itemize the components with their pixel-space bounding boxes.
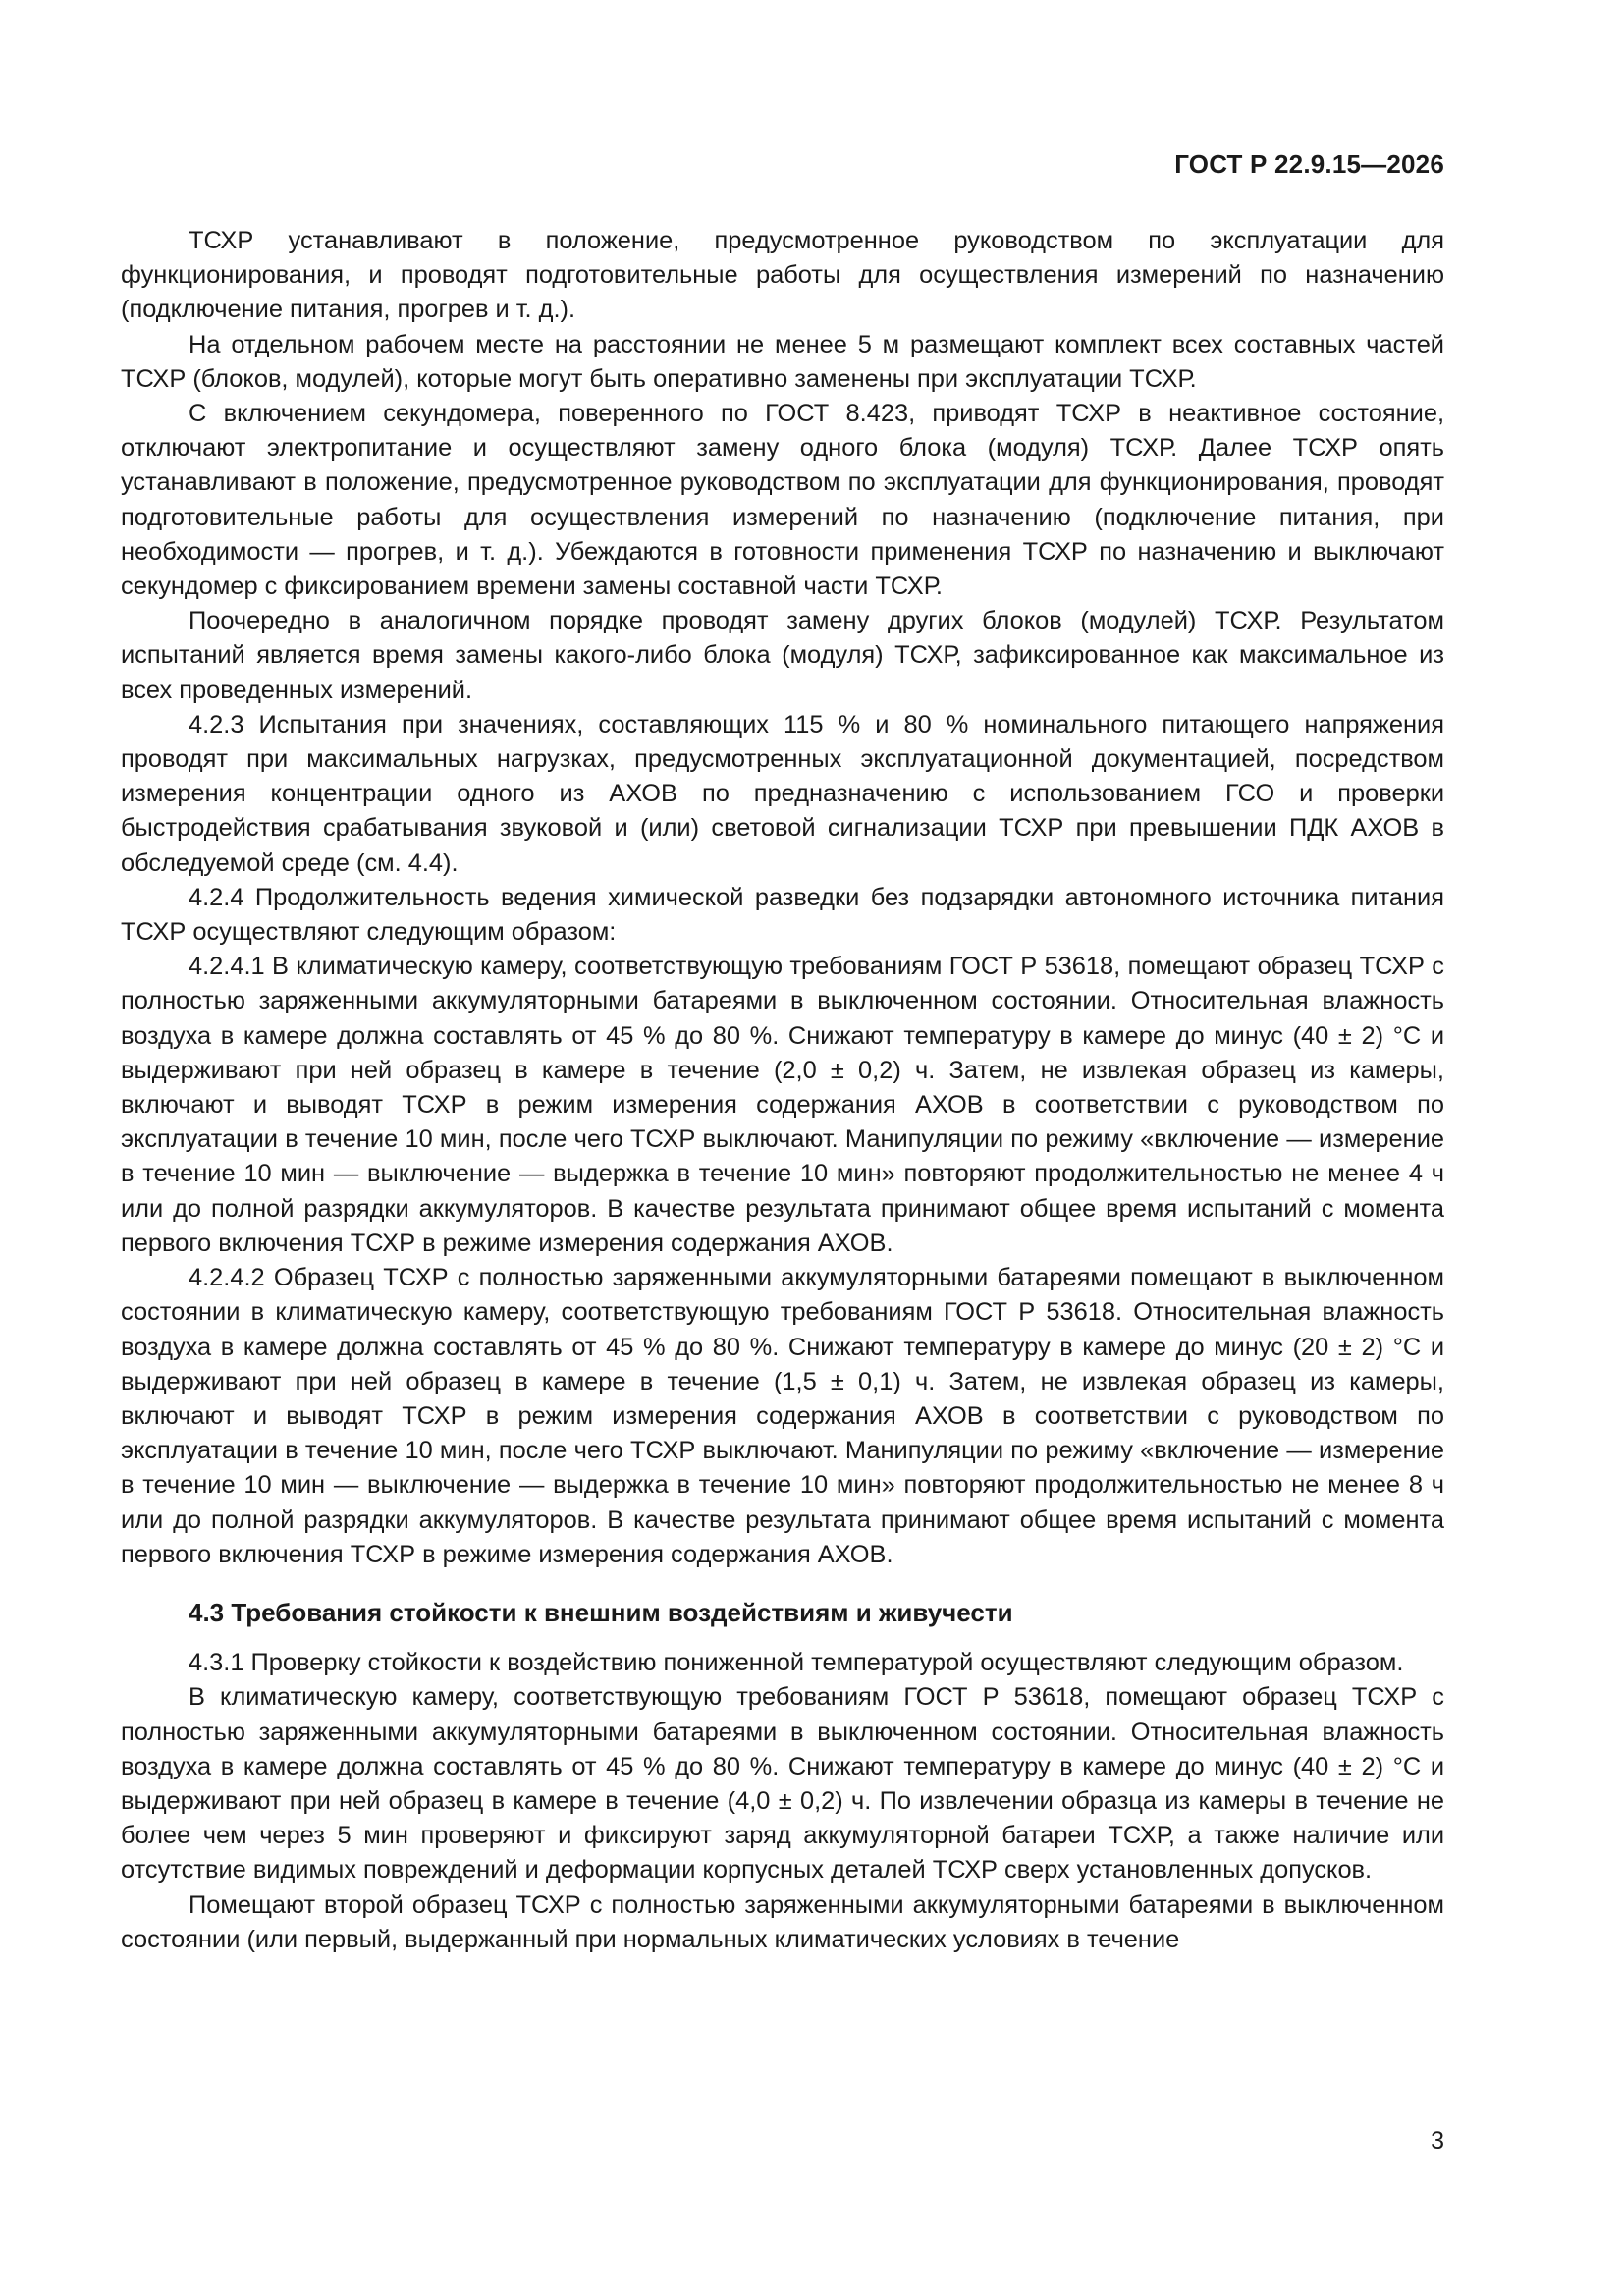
paragraph-clause-4-2-4: 4.2.4 Продолжительность ведения химической разведки без подзарядки автономного источника питания ТСХР осуществляют следующим образом: bbox=[121, 883, 1444, 947]
document-body bbox=[121, 224, 1444, 1957]
paragraph-clause-4-2-4-1: 4.2.4.1 В климатическую камеру, соответствующую требованиям ГОСТ Р 53618, помещают образец ТСХР с полностью заряженными аккумуляторными батареями в выключенном состоянии. Относительная влажность воздуха в камере должна составлять от 45 % до 80 %. Снижают температуру в камере до минус (40 ± 2) °С и выдерживают при ней образец в камере в течение (2,0 ± 0,2) ч. Затем, не извлекая образец из камеры, включают и выводят ТСХР в режим измерения содержания АХОВ в соответствии с руководством по эксплуатации в течение 10 мин, после чего ТСХР выключают. Манипуляции по режиму «включение — измерение в течение 10 мин — выключение — выдержка в течение 10 мин» повторяют продолжительностью не менее 4 ч или до полной разрядки аккумуляторов. В качестве результата принимают общее время испытаний с момента первого включения ТСХР в режиме измерения содержания АХОВ. bbox=[121, 953, 1444, 1257]
paragraph-clause-4-3-1: 4.3.1 Проверку стойкости к воздействию пониженной температурой осуществляют следующим образом. bbox=[189, 1649, 1404, 1677]
paragraph-clause-4-2-4-2: 4.2.4.2 Образец ТСХР с полностью заряженными аккумуляторными батареями помещают в выключенном состоянии в климатическую камеру, соответствующую требованиям ГОСТ Р 53618. Относительная влажность воздуха в камере должна составлять от 45 % до 80 %. Снижают температуру в камере до минус (20 ± 2) °С и выдерживают при ней образец в камере в течение (1,5 ± 0,1) ч. Затем, не извлекая образец из камеры, включают и выводят ТСХР в режим измерения содержания АХОВ в соответствии с руководством по эксплуатации в течение 10 мин, после чего ТСХР выключают. Манипуляции по режиму «включение — измерение в течение 10 мин — выключение — выдержка в течение 10 мин» повторяют продолжительностью не менее 8 ч или до полной разрядки аккумуляторов. В качестве результата принимают общее время испытаний с момента первого включения ТСХР в режиме измерения содержания АХОВ. bbox=[121, 1264, 1444, 1568]
section-heading-4-3: 4.3 Требования стойкости к внешним воздействиям и живучести bbox=[189, 1597, 1013, 1627]
document-code-header: ГОСТ Р 22.9.15—2026 bbox=[1174, 149, 1444, 179]
paragraph: Поочередно в аналогичном порядке проводят замену других блоков (модулей) ТСХР. Результатом испытаний является время замены какого-либо блока (модуля) ТСХР, зафиксированное как максимальное из всех проведенных измерений. bbox=[121, 607, 1444, 704]
paragraph: ТСХР устанавливают в положение, предусмотренное руководством по эксплуатации для функционирования, и проводят подготовительные работы для осуществления измерений по назначению (подключение питания, прогрев и т. д.). bbox=[121, 227, 1444, 324]
paragraph-clause-4-2-3: 4.2.3 Испытания при значениях, составляющих 115 % и 80 % номинального питающего напряжения проводят при максимальных нагрузках, предусмотренных эксплуатационной документацией, посредством измерения концентрации одного из АХОВ по предназначению с использованием ГСО и проверки быстродействия срабатывания звуковой и (или) световой сигнализации ТСХР при превышении ПДК АХОВ в обследуемой среде (см. 4.4). bbox=[121, 710, 1444, 877]
paragraph: Помещают второй образец ТСХР с полностью заряженными аккумуляторными батареями в выключенном состоянии (или первый, выдержанный при нормальных климатических условиях в течение bbox=[121, 1890, 1444, 1953]
paragraph: На отдельном рабочем месте на расстоянии не менее 5 м размещают комплект всех составных частей ТСХР (блоков, модулей), которые могут быть оперативно заменены при эксплуатации ТСХР. bbox=[121, 330, 1444, 393]
paragraph: С включением секундомера, поверенного по ГОСТ 8.423, приводят ТСХР в неактивное состояние, отключают электропитание и осуществляют замену одного блока (модуля) ТСХР. Далее ТСХР опять устанавливают в положение, предусмотренное руководством по эксплуатации для функционирования, проводят подготовительные работы для осуществления измерений по назначению (подключение питания, при необходимости — прогрев, и т. д.). Убеждаются в готовности применения ТСХР по назначению и выключают секундомер с фиксированием времени замены составной части ТСХР. bbox=[121, 400, 1444, 601]
page-number: 3 bbox=[1431, 2127, 1444, 2155]
paragraph: В климатическую камеру, соответствующую требованиям ГОСТ Р 53618, помещают образец ТСХР с полностью заряженными аккумуляторными батареями в выключенном состоянии. Относительная влажность воздуха в камере должна составлять от 45 % до 80 %. Снижают температуру в камере до минус (40 ± 2) °С и выдерживают при ней образец в камере в течение (4,0 ± 0,2) ч. По извлечении образца из камеры в течение не более чем через 5 мин проверяют и фиксируют заряд аккумуляторной батареи ТСХР, а также наличие или отсутствие видимых повреждений и деформации корпусных деталей ТСХР сверх установленных допусков. bbox=[121, 1683, 1444, 1885]
